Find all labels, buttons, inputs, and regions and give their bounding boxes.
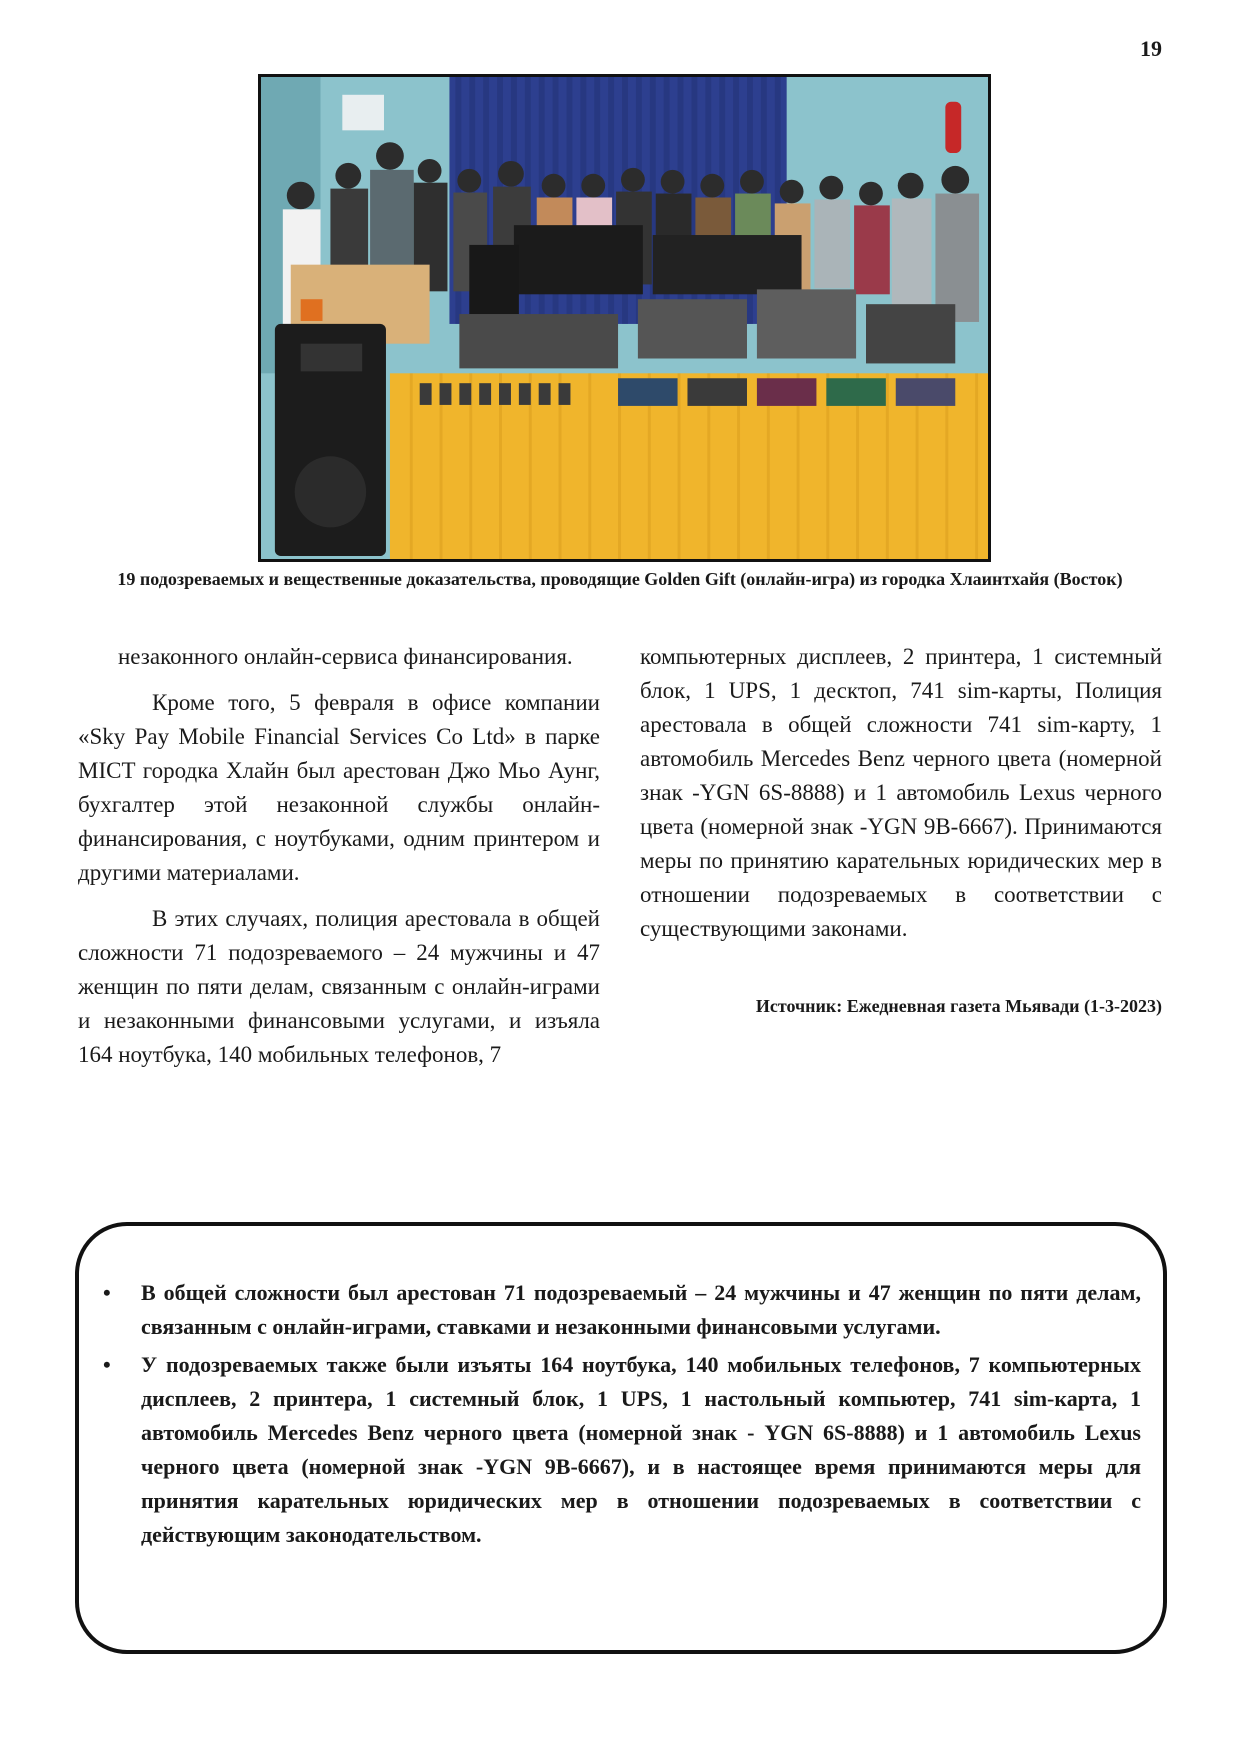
summary-box — [75, 1222, 1167, 1654]
article-source: Источник: Ежедневная газета Мьявади (1-3-2023) — [755, 996, 1162, 1016]
bullet-icon: • — [103, 1280, 111, 1305]
page-number: 19 — [1140, 36, 1162, 61]
photo-illustration — [261, 77, 988, 559]
article-left-column — [78, 640, 600, 1072]
summary-item-text: В общей сложности был арестован 71 подозреваемый – 24 мужчины и 47 женщин по пяти делам, связанным с онлайн-играми, ставками и незаконными финансовыми услугами. — [141, 1280, 1141, 1339]
bullet-icon: • — [103, 1352, 111, 1377]
summary-item — [103, 1276, 1141, 1344]
summary-item — [103, 1348, 1141, 1552]
paragraph-arrests: В этих случаях, полиция арестовала в общей сложности 71 подозреваемого – 24 мужчины и 47 женщин по пяти делам, связанным с онлайн-играми и незаконными финансовыми услугами, и изъяла 164 ноутбука, 140 мобильных телефонов, 7 — [78, 906, 600, 1067]
paragraph-continuation: незаконного онлайн-сервиса финансирования. — [118, 644, 573, 669]
figure-caption: 19 подозреваемых и вещественные доказательства, проводящие Golden Gift (онлайн-игра) из городка Хлаинтхайя (Восток) — [117, 569, 1123, 589]
summary-list — [103, 1276, 1141, 1556]
evidence-photo — [258, 74, 991, 562]
article-right-column — [640, 640, 1162, 1018]
paragraph-seized-items: компьютерных дисплеев, 2 принтера, 1 системный блок, 1 UPS, 1 десктоп, 741 sim-карты, Полиция арестовала в общей сложности 741 sim-карту, 1 автомобиль Mercedes Benz черного цвета (номерной знак -YGN 6S-8888) и 1 автомобиль Lexus черного цвета (номерной знак -YGN 9B-6667). Принимаются меры по принятию карательных юридических мер в отношении подозреваемых в соответствии с существующими законами. — [640, 644, 1162, 941]
summary-item-text: У подозреваемых также были изъяты 164 ноутбука, 140 мобильных телефонов, 7 компьютерных дисплеев, 2 принтера, 1 системный блок, 1 UPS, 1 настольный компьютер, 741 sim-карта, 1 автомобиль Mercedes Benz черного цвета (номерной знак - YGN 6S-8888) и 1 автомобиль Lexus черного цвета (номерной знак -YGN 9B-6667), и в настоящее время принимаются меры для принятия карательных юридических мер в отношении подозреваемых в соответствии с действующим законодательством. — [141, 1352, 1141, 1547]
paragraph-sky-pay: Кроме того, 5 февраля в офисе компании «Sky Pay Mobile Financial Services Co Ltd» в парке MICT городка Хлайн был арестован Джо Мьо Аунг, бухгалтер этой незаконной службы онлайн-финансирования, с ноутбуками, одним принтером и другими материалами. — [78, 690, 600, 885]
